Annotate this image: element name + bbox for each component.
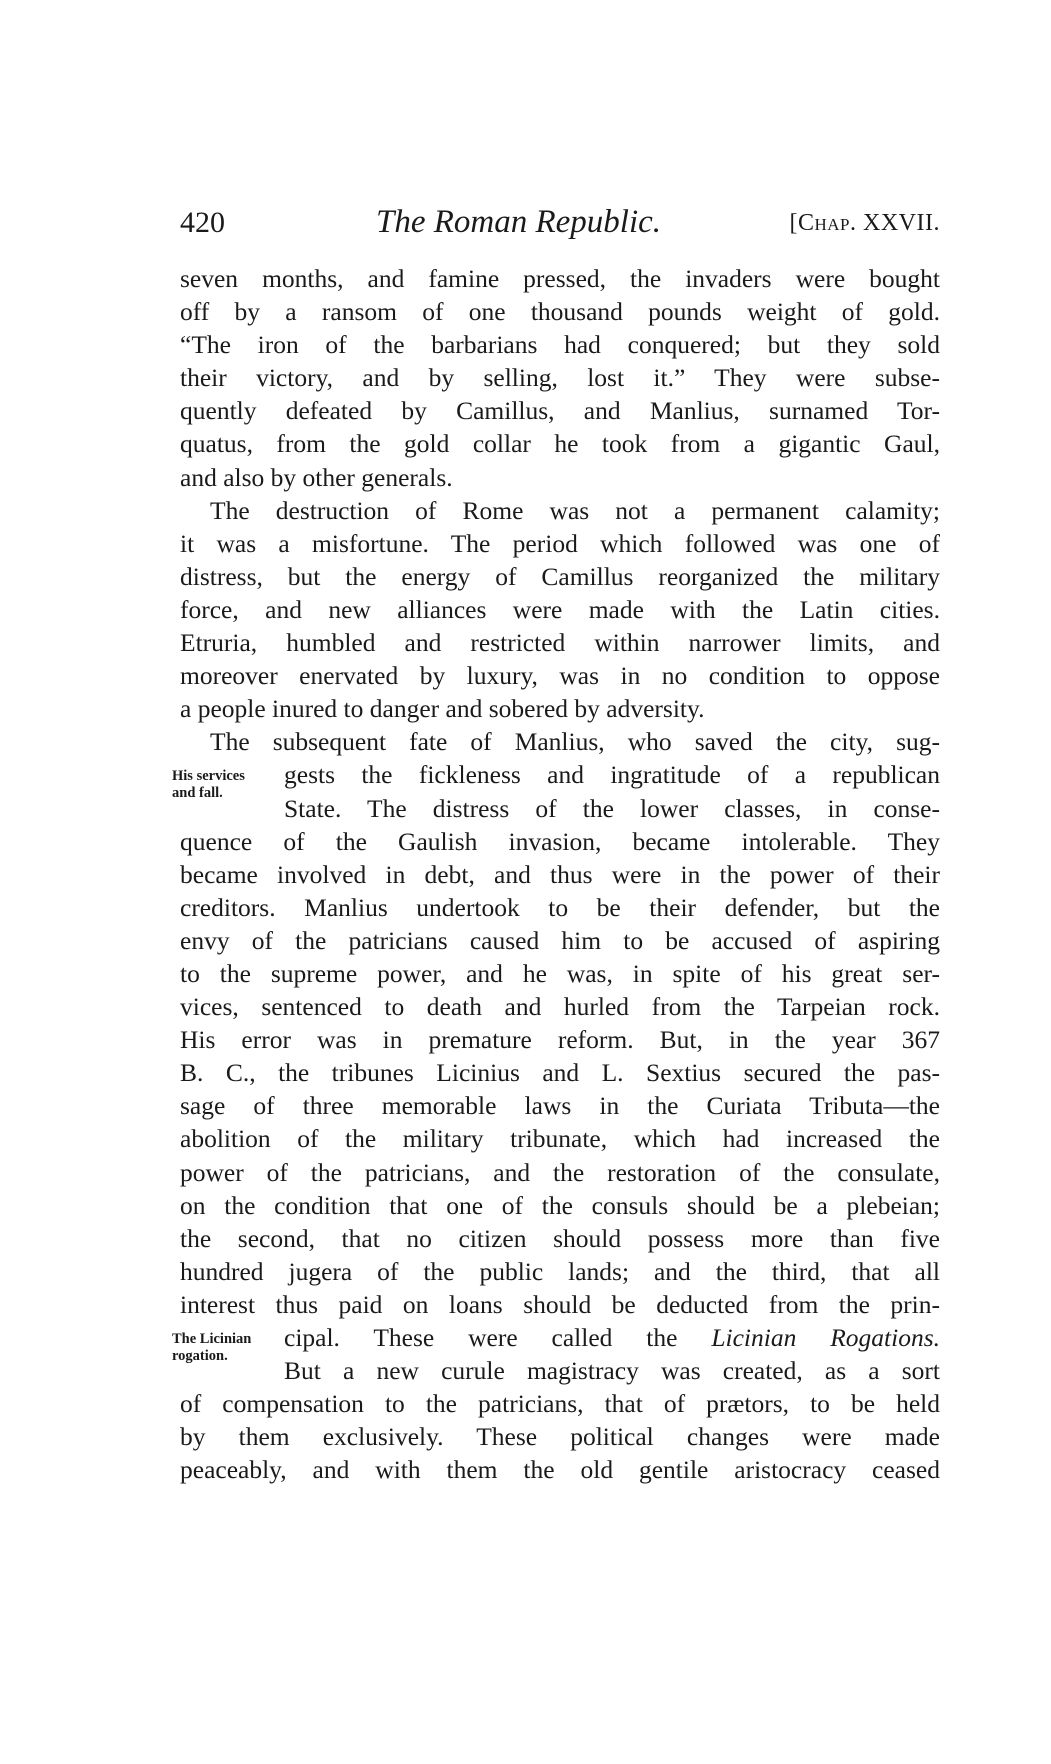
side-note-licinian (172, 1331, 272, 1365)
side-note-services (172, 768, 272, 802)
text-line: and also by other generals. (180, 462, 453, 492)
text-line: peaceably, and with them the old gentile aristocracy ceased (180, 1455, 940, 1485)
text-line: on the condition that one of the consuls should be a plebeian; (180, 1190, 940, 1220)
text-line: B. C., the tribunes Licinius and L. Sextius secured the pas- (180, 1058, 940, 1088)
text-line: The subsequent fate of Manlius, who saved the city, sug- (210, 727, 940, 757)
text-line: moreover enervated by luxury, was in no condition to oppose (180, 661, 940, 691)
text-line: His error was in premature reform. But, in the year 367 (180, 1025, 940, 1055)
text-fragment: cipal. These were called the (284, 1323, 712, 1352)
text-line: hundred jugera of the public lands; and the third, that all (180, 1256, 940, 1286)
text-line: of compensation to the patricians, that of prætors, to be held (180, 1389, 940, 1419)
margin-note-block-licinian (172, 1321, 940, 1387)
text-line: the second, that no citizen should possess more than five (180, 1223, 940, 1253)
text-line: The destruction of Rome was not a permanent calamity; (210, 495, 940, 525)
text-line: became involved in debt, and thus were in the power of their (180, 859, 940, 889)
text-line (180, 1321, 940, 1354)
side-note-line: and fall. (172, 785, 223, 802)
running-title: The Roman Republic. (376, 204, 662, 240)
text-line: distress, but the energy of Camillus reorganized the military (180, 561, 940, 591)
text-line: a people inured to danger and sobered by adversity. (180, 694, 705, 724)
text-line: creditors. Manlius undertook to be their defender, but the (180, 892, 940, 922)
text-line: “The iron of the barbarians had conquered; but they sold (180, 330, 940, 360)
text-line: vices, sentenced to death and hurled from the Tarpeian rock. (180, 992, 940, 1022)
text-line: quatus, from the gold collar he took from a gigantic Gaul, (180, 429, 940, 459)
page-header (180, 206, 940, 250)
text-line: their victory, and by selling, lost it.” They were subse- (180, 363, 940, 393)
text-line: off by a ransom of one thousand pounds weight of gold. (180, 297, 940, 327)
text-line: gests the fickleness and ingratitude of a republican (284, 760, 940, 790)
text-line: But a new curule magistracy was created, as a sort (284, 1356, 940, 1386)
paragraph-3 (172, 725, 940, 1486)
paragraph-2 (180, 494, 940, 726)
text-line: it was a misfortune. The period which followed was one of (180, 528, 940, 558)
side-note-line: rogation. (172, 1348, 228, 1364)
text-line: quence of the Gaulish invasion, became intolerable. They (180, 826, 940, 856)
chapter-reference: [Chap. XXVII. (789, 210, 940, 236)
side-note-line: The Licinian (172, 1331, 252, 1347)
page-number: 420 (180, 206, 225, 239)
text-line: quently defeated by Camillus, and Manlius, surnamed Tor- (180, 396, 940, 426)
text-line: abolition of the military tribunate, which had increased the (180, 1124, 940, 1154)
text-line: interest thus paid on loans should be deducted from the prin- (180, 1289, 940, 1319)
text-line: to the supreme power, and he was, in spite of his great ser- (180, 958, 940, 988)
text-line: Etruria, humbled and restricted within narrower limits, and (180, 628, 940, 658)
text-line: force, and new alliances were made with the Latin cities. (180, 594, 940, 624)
body-text (172, 262, 940, 1486)
text-line: State. The distress of the lower classes, in conse- (284, 793, 940, 823)
licinian-rogations-term: Licinian Rogations. (711, 1323, 940, 1352)
side-note-line: His services (172, 768, 245, 785)
text-line: envy of the patricians caused him to be accused of aspiring (180, 925, 940, 955)
text-line: sage of three memorable laws in the Curiata Tributa—the (180, 1091, 940, 1121)
text-line: power of the patricians, and the restoration of the consulate, (180, 1157, 940, 1187)
text-line: seven months, and famine pressed, the invaders were bought (180, 264, 940, 293)
paragraph-1 (180, 262, 940, 494)
margin-note-block-services (172, 758, 940, 824)
text-line: by them exclusively. These political changes were made (180, 1422, 940, 1452)
